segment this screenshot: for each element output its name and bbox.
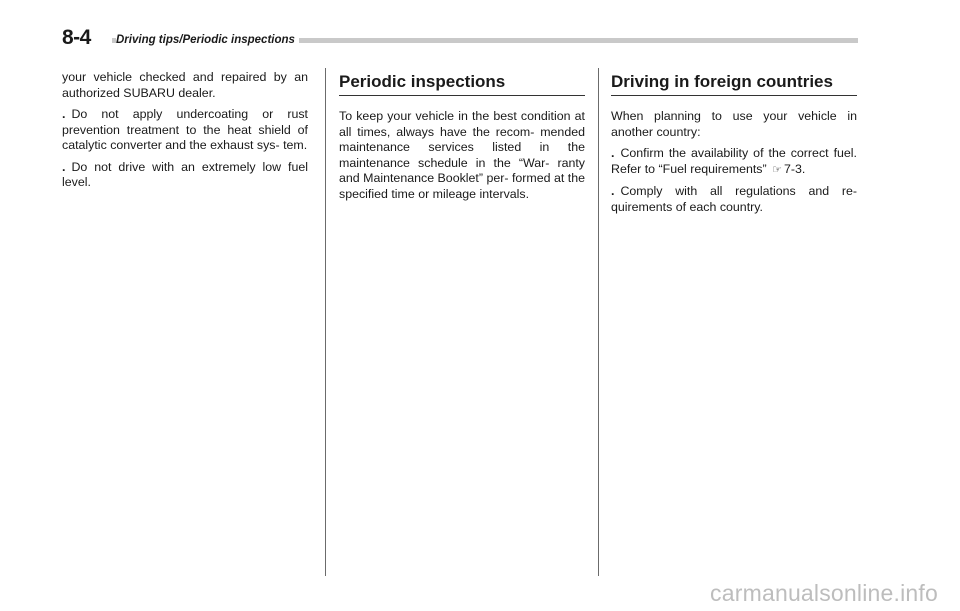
column-1 [62,70,308,197]
watermark: carmanualsonline.info [710,580,938,606]
column-3-paragraph: When planning to use your vehicle in another country: [611,109,857,139]
driving-foreign-countries-heading: Driving in foreign countries [611,72,857,96]
column-1-bullet-2 [62,160,308,191]
bullet-marker: . [611,184,615,198]
bullet-text: Confirm the availability of the correct fuel. Refer to “Fuel requirements” [611,146,857,176]
column-2-paragraph: To keep your vehicle in the best condition at all times, always have the recom- mended maintenance services listed in the maintenance schedule in the “War- ranty and Maintenance Booklet” per- formed at the specified time or mileage intervals. [339,109,585,201]
periodic-inspections-heading: Periodic inspections [339,72,585,96]
column-3 [611,70,857,221]
bullet-marker: . [611,146,615,160]
column-1-bullet-1 [62,107,308,154]
bullet-text: Do not drive with an extremely low fuel level. [62,159,308,189]
column-divider-1 [325,68,326,576]
page-number: 8-4 [62,26,91,49]
column-2 [339,70,585,208]
column-3-bullet-2 [611,184,857,215]
section-title: Driving tips/Periodic inspections [116,33,299,47]
column-divider-2 [598,68,599,576]
page-header [62,26,858,50]
page-reference: 7-3. [783,161,806,176]
bullet-marker: . [62,107,66,121]
bullet-text: Do not apply undercoating or rust prevention treatment to the heat shield of catalytic converter and the exhaust sys- tem. [62,107,308,152]
bullet-text: Comply with all regulations and re- quirements of each country. [611,184,857,214]
bullet-marker: . [62,159,66,174]
page-reference-icon: ☞ [772,163,782,176]
column-1-paragraph: your vehicle checked and repaired by an authorized SUBARU dealer. [62,70,308,100]
column-3-bullet-1 [611,146,857,178]
